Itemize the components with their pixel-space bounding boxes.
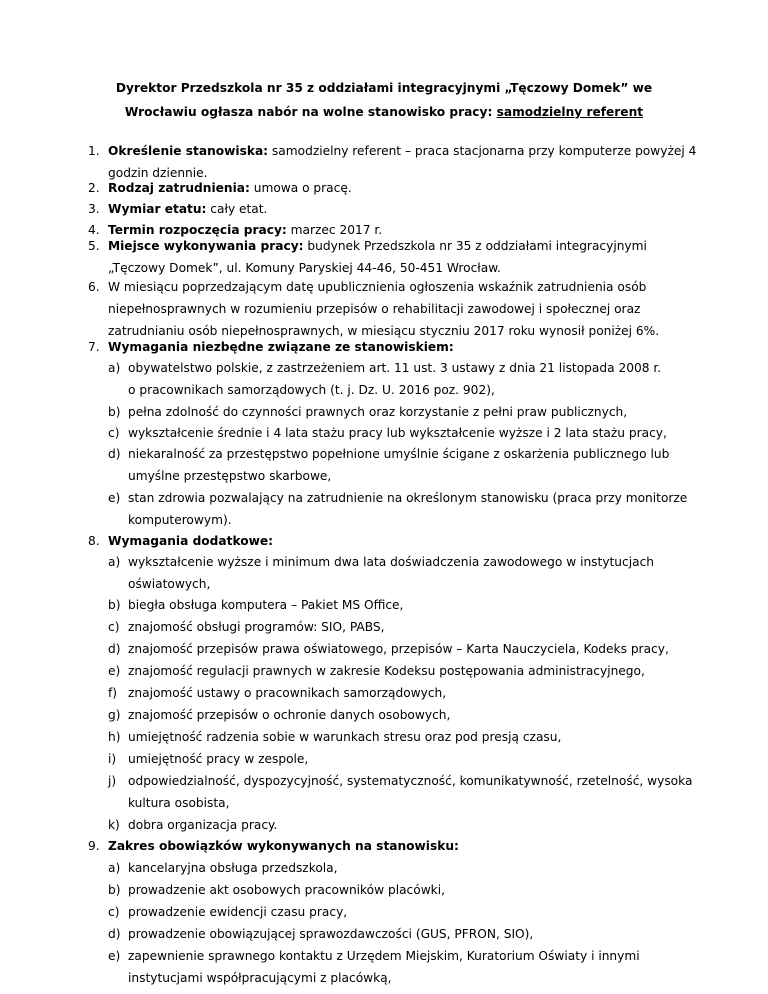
list-letter: d) [108, 447, 121, 461]
list-text: wykształcenie średnie i 4 lata stażu pracy lub wykształcenie wyższe i 2 lata stażu pracy, [128, 426, 667, 440]
list-text: znajomość przepisów o ochronie danych osobowych, [128, 708, 451, 722]
section-text: samodzielny referent – praca stacjonarna przy komputerze powyżej 4 [268, 144, 697, 158]
section-number: 8. [88, 534, 100, 548]
list-text: znajomość obsługi programów: SIO, PABS, [128, 620, 385, 634]
list-letter: i) [108, 752, 117, 766]
page-title-line-2 [0, 104, 768, 120]
section-number: 2. [88, 181, 100, 195]
list-letter: d) [108, 927, 121, 941]
section-text-cont: „Tęczowy Domek”, ul. Komuny Paryskiej 44-46, 50-451 Wrocław. [108, 261, 501, 275]
list-letter: g) [108, 708, 121, 722]
section-text-cont: godzin dziennie. [108, 166, 208, 180]
list-letter: f) [108, 686, 118, 700]
section-number: 7. [88, 340, 100, 354]
section-number: 9. [88, 839, 100, 853]
list-text-cont: oświatowych, [128, 577, 211, 591]
list-text: umiejętność radzenia sobie w warunkach stresu oraz pod presją czasu, [128, 730, 562, 744]
list-letter: a) [108, 361, 121, 375]
list-letter: b) [108, 883, 121, 897]
section-label: Określenie stanowiska: [108, 144, 269, 158]
list-letter: e) [108, 949, 121, 963]
section-label: Wymiar etatu: [108, 202, 207, 216]
list-letter: b) [108, 405, 121, 419]
list-text: biegła obsługa komputera – Pakiet MS Office, [128, 598, 404, 612]
list-letter: e) [108, 664, 121, 678]
position-name: samodzielny referent [496, 105, 644, 119]
list-letter: c) [108, 426, 120, 440]
list-text: prowadzenie obowiązującej sprawozdawczości (GUS, PFRON, SIO), [128, 927, 534, 941]
section-label: Termin rozpoczęcia pracy: [108, 223, 287, 237]
list-text: dobra organizacja pracy. [128, 818, 278, 832]
list-text: pełna zdolność do czynności prawnych oraz korzystanie z pełni praw publicznych, [128, 405, 628, 419]
list-text: odpowiedzialność, dyspozycyjność, systematyczność, komunikatywność, rzetelność, wysoka [128, 774, 693, 788]
section-number: 1. [88, 144, 100, 158]
section-text-cont: zatrudnianiu osób niepełnosprawnych, w miesiącu styczniu 2017 roku wynosił poniżej 6%. [108, 324, 660, 338]
list-text: niekaralność za przestępstwo popełnione umyślnie ścigane z oskarżenia publicznego lub [128, 447, 670, 461]
list-text: prowadzenie ewidencji czasu pracy, [128, 905, 348, 919]
list-text: znajomość ustawy o pracownikach samorządowych, [128, 686, 447, 700]
list-text-cont: komputerowym). [128, 513, 232, 527]
section-text: W miesiącu poprzedzającym datę upublicznienia ogłoszenia wskaźnik zatrudnienia osób [108, 280, 647, 294]
section-label: Zakres obowiązków wykonywanych na stanowisku: [108, 839, 459, 853]
section-text: marzec 2017 r. [286, 223, 383, 237]
section-number: 6. [88, 280, 100, 294]
list-letter: h) [108, 730, 121, 744]
list-letter: e) [108, 491, 121, 505]
list-letter: k) [108, 818, 120, 832]
section-label: Rodzaj zatrudnienia: [108, 181, 250, 195]
list-text: znajomość przepisów prawa oświatowego, przepisów – Karta Nauczyciela, Kodeks pracy, [128, 642, 669, 656]
list-letter: j) [108, 774, 117, 788]
list-letter: c) [108, 905, 120, 919]
list-text: prowadzenie akt osobowych pracowników placówki, [128, 883, 446, 897]
list-text: stan zdrowia pozwalający na zatrudnienie na określonym stanowisku (praca przy monitorze [128, 491, 688, 505]
list-text: wykształcenie wyższe i minimum dwa lata doświadczenia zawodowego w instytucjach [128, 555, 655, 569]
section-number: 5. [88, 239, 100, 253]
list-letter: a) [108, 861, 121, 875]
title-prefix: Wrocławiu ogłasza nabór na wolne stanowisko pracy: [124, 105, 497, 119]
list-text: obywatelstwo polskie, z zastrzeżeniem art. 11 ust. 3 ustawy z dnia 21 listopada 2008 r. [128, 361, 662, 375]
section-text: cały etat. [206, 202, 268, 216]
section-label: Miejsce wykonywania pracy: [108, 239, 304, 253]
section-number: 3. [88, 202, 100, 216]
list-text: znajomość regulacji prawnych w zakresie Kodeksu postępowania administracyjnego, [128, 664, 645, 678]
list-letter: b) [108, 598, 121, 612]
page-title-line-1: Dyrektor Przedszkola nr 35 z oddziałami integracyjnymi „Tęczowy Domek” we [115, 81, 653, 95]
list-letter: c) [108, 620, 120, 634]
section-label: Wymagania dodatkowe: [108, 534, 274, 548]
section-number: 4. [88, 223, 100, 237]
list-text: zapewnienie sprawnego kontaktu z Urzędem Miejskim, Kuratorium Oświaty i innymi [128, 949, 640, 963]
list-letter: d) [108, 642, 121, 656]
list-text-cont: o pracownikach samorządowych (t. j. Dz. U. 2016 poz. 902), [128, 383, 495, 397]
section-text-cont: niepełnosprawnych w rozumieniu przepisów o rehabilitacji zawodowej i społecznej oraz [108, 302, 641, 316]
list-text-cont: umyślne przestępstwo skarbowe, [128, 469, 332, 483]
list-text-cont: kultura osobista, [128, 796, 230, 810]
section-text: budynek Przedszkola nr 35 z oddziałami integracyjnymi [303, 239, 647, 253]
section-text: umowa o pracę. [249, 181, 352, 195]
list-text: umiejętność pracy w zespole, [128, 752, 309, 766]
list-text: kancelaryjna obsługa przedszkola, [128, 861, 338, 875]
list-text-cont: instytucjami współpracującymi z placówką, [128, 971, 392, 985]
list-letter: a) [108, 555, 121, 569]
section-label: Wymagania niezbędne związane ze stanowiskiem: [108, 340, 454, 354]
